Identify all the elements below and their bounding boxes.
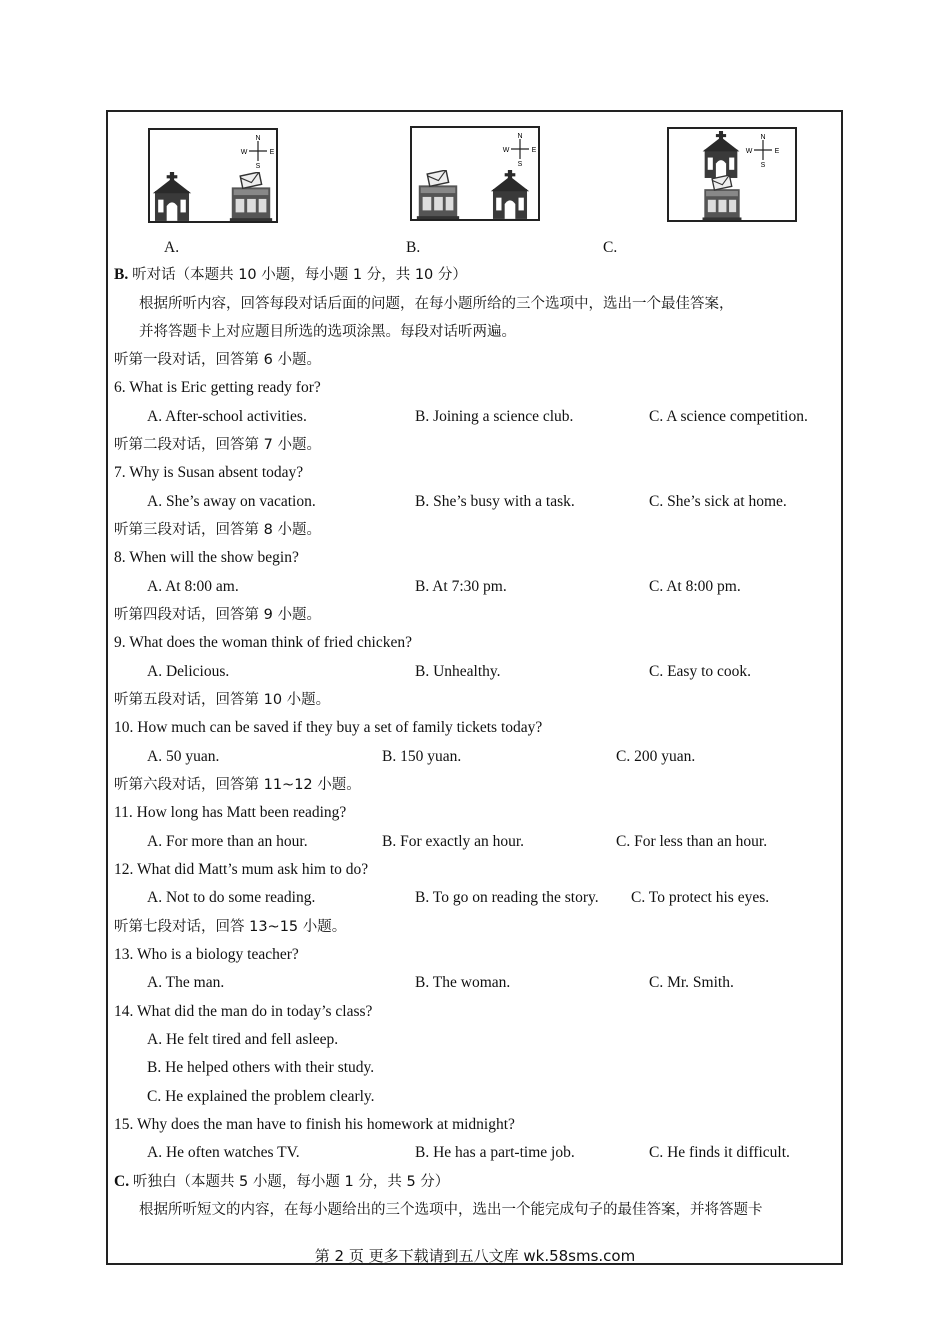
q6-option-a: A. After-school activities. [147,408,307,425]
compass-east: E [774,148,780,155]
page-footer: 第 2 页 更多下载请到五八文库 wk.58sms.com [314,1247,636,1265]
picture-a [148,128,278,223]
q14-option-a: A. He felt tired and fell asleep. [147,1031,339,1048]
q7-option-b: B. She’s busy with a task. [415,493,575,510]
q15-option-b: B. He has a part-time job. [415,1144,575,1161]
q11-option-a: A. For more than an hour. [147,833,308,850]
compass-east: E [531,147,537,154]
q10-option-a: A. 50 yuan. [147,748,220,765]
compass-west: W [502,147,510,154]
post-office-icon [415,170,461,220]
section-b-heading [114,265,467,285]
dialogue-7-heading: 听第七段对话，回答 13~15 小题。 [114,919,347,935]
q14-option-c: C. He explained the problem clearly. [147,1088,375,1105]
q6-option-c: C. A science competition. [649,408,808,425]
q15-option-c: C. He finds it difficult. [649,1144,790,1161]
dialogue-5-heading: 听第五段对话，回答第 10 小题。 [114,692,331,708]
compass-south: S [760,162,766,168]
picture-c [667,127,797,222]
compass-north: N [760,134,766,141]
q7-option-a: A. She’s away on vacation. [147,493,316,510]
church-icon [152,172,192,222]
post-office-icon [228,172,274,222]
compass-west: W [240,149,248,156]
dialogue-6-heading: 听第六段对话，回答第 11~12 小题。 [114,777,361,793]
q6-option-b: B. Joining a science club. [415,408,574,425]
section-b-instruction-1: 根据所听内容，回答每段对话后面的问题，在每小题所给的三个选项中，选出一个最佳答案， [139,296,734,312]
q8-option-b: B. At 7:30 pm. [415,578,507,595]
q12-option-c: C. To protect his eyes. [631,889,770,906]
question-7: 7. Why is Susan absent today? [114,464,304,481]
compass-icon [240,133,276,169]
dialogue-2-heading: 听第二段对话，回答第 7 小题。 [114,437,321,453]
question-12: 12. What did Matt’s mum ask him to do? [114,861,369,878]
dialogue-3-heading: 听第三段对话，回答第 8 小题。 [114,522,321,538]
section-b-letter: B. [114,266,129,283]
q10-option-c: C. 200 yuan. [616,748,696,765]
q14-option-b: B. He helped others with their study. [147,1059,375,1076]
church-icon [701,131,741,179]
picture-label-a: A. [164,239,180,256]
section-c-letter: C. [114,1173,130,1190]
question-10: 10. How much can be saved if they buy a set of family tickets today? [114,719,543,736]
church-icon [490,170,530,220]
q12-option-b: B. To go on reading the story. [415,889,599,906]
dialogue-1-heading: 听第一段对话，回答第 6 小题。 [114,352,321,368]
dialogue-4-heading: 听第四段对话，回答第 9 小题。 [114,607,321,623]
q8-option-a: A. At 8:00 am. [147,578,239,595]
section-c-title: 听独白（本题共 5 小题，每小题 1 分，共 5 分） [132,1174,450,1190]
q10-option-b: B. 150 yuan. [382,748,462,765]
compass-south: S [517,161,523,167]
compass-north: N [255,135,261,142]
q15-option-a: A. He often watches TV. [147,1144,300,1161]
q13-option-a: A. The man. [147,974,225,991]
compass-icon [745,132,781,168]
q7-option-c: C. She’s sick at home. [649,493,787,510]
picture-b [410,126,540,221]
compass-south: S [255,163,261,169]
question-13: 13. Who is a biology teacher? [114,946,299,963]
compass-icon [502,131,538,167]
section-b-title: 听对话（本题共 10 小题，每小题 1 分，共 10 分） [132,267,467,283]
picture-label-b: B. [406,239,421,256]
q8-option-c: C. At 8:00 pm. [649,578,741,595]
question-11: 11. How long has Matt been reading? [114,804,347,821]
picture-label-c: C. [603,239,618,256]
compass-west: W [745,148,753,155]
question-8: 8. When will the show begin? [114,549,299,566]
q12-option-a: A. Not to do some reading. [147,889,316,906]
question-9: 9. What does the woman think of fried chicken? [114,634,412,651]
post-office-icon [699,175,745,221]
section-c-instruction-1: 根据所听短文的内容，在每小题给出的三个选项中，选出一个能完成句子的最佳答案，并将答题卡 [139,1202,763,1218]
question-14: 14. What did the man do in today’s class? [114,1003,373,1020]
section-b-instruction-2: 并将答题卡上对应题目所选的选项涂黑。每段对话听两遍。 [139,324,516,340]
q11-option-b: B. For exactly an hour. [382,833,525,850]
question-15: 15. Why does the man have to finish his homework at midnight? [114,1116,515,1133]
q13-option-c: C. Mr. Smith. [649,974,734,991]
q9-option-b: B. Unhealthy. [415,663,501,680]
compass-east: E [269,149,275,156]
compass-north: N [517,133,523,140]
q13-option-b: B. The woman. [415,974,511,991]
q9-option-a: A. Delicious. [147,663,230,680]
section-c-heading [114,1172,449,1192]
question-6: 6. What is Eric getting ready for? [114,379,321,396]
q11-option-c: C. For less than an hour. [616,833,768,850]
q9-option-c: C. Easy to cook. [649,663,752,680]
